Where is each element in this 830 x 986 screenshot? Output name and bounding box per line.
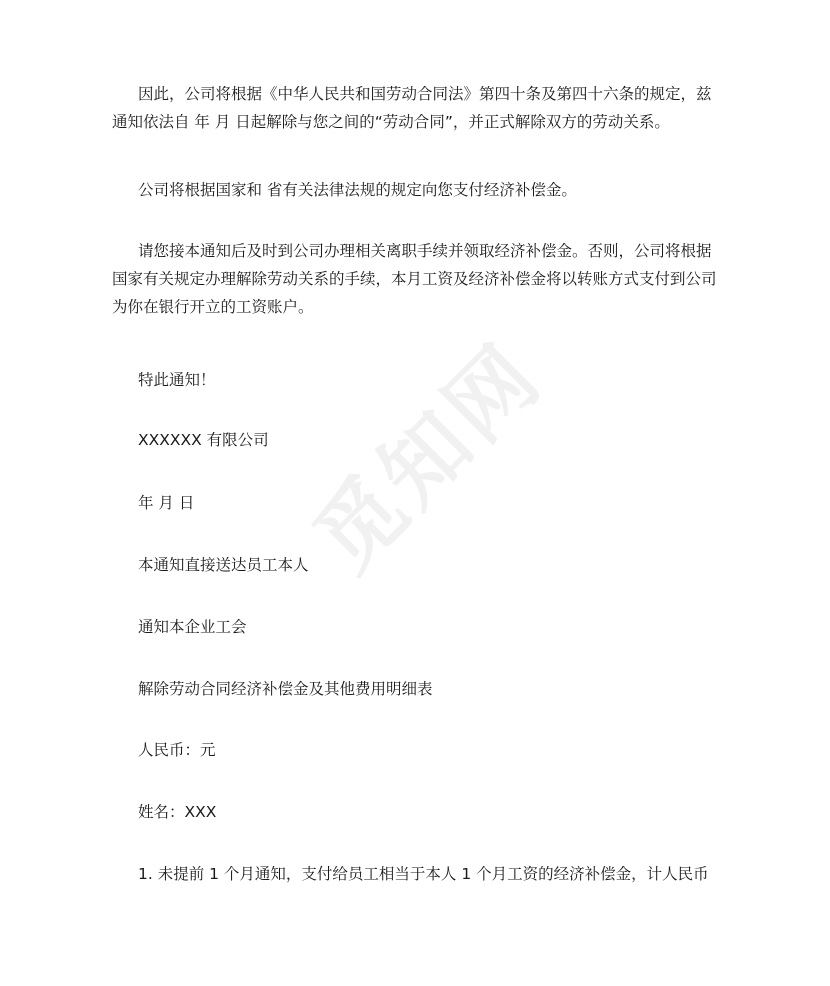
employee-name: 姓名：XXX [138, 803, 217, 821]
notice-closing: 特此通知！ [138, 371, 216, 389]
currency-line: 人民币：元 [138, 741, 216, 759]
delivery-note: 本通知直接送达员工本人 [138, 556, 309, 574]
paragraph-procedure: 请您接本通知后及时到公司办理相关离职手续并领取经济补偿金。否则，公司将根据国家有关规定办理解除劳动关系的手续，本月工资及经济补偿金将以转账方式支付到公司为你在银行开立的工资账户。 [112, 242, 717, 316]
date-line: 年 月 日 [138, 494, 195, 512]
company-name: XXXXXX 有限公司 [138, 431, 269, 449]
paragraph-compensation: 公司将根据国家和 省有关法律法规的规定向您支付经济补偿金。 [138, 181, 577, 199]
watermark: 觅知网 [295, 324, 562, 591]
union-note: 通知本企业工会 [138, 618, 247, 636]
list-item: 1. 未提前 1 个月通知，支付给员工相当于本人 1 个月工资的经济补偿金，计人民币 [138, 865, 709, 883]
table-title: 解除劳动合同经济补偿金及其他费用明细表 [138, 680, 433, 698]
paragraph-termination: 因此，公司将根据《中华人民共和国劳动合同法》第四十条及第四十六条的规定，兹通知依法自 年 月 日起解除与您之间的“劳动合同”，并正式解除双方的劳动关系。 [112, 85, 712, 131]
